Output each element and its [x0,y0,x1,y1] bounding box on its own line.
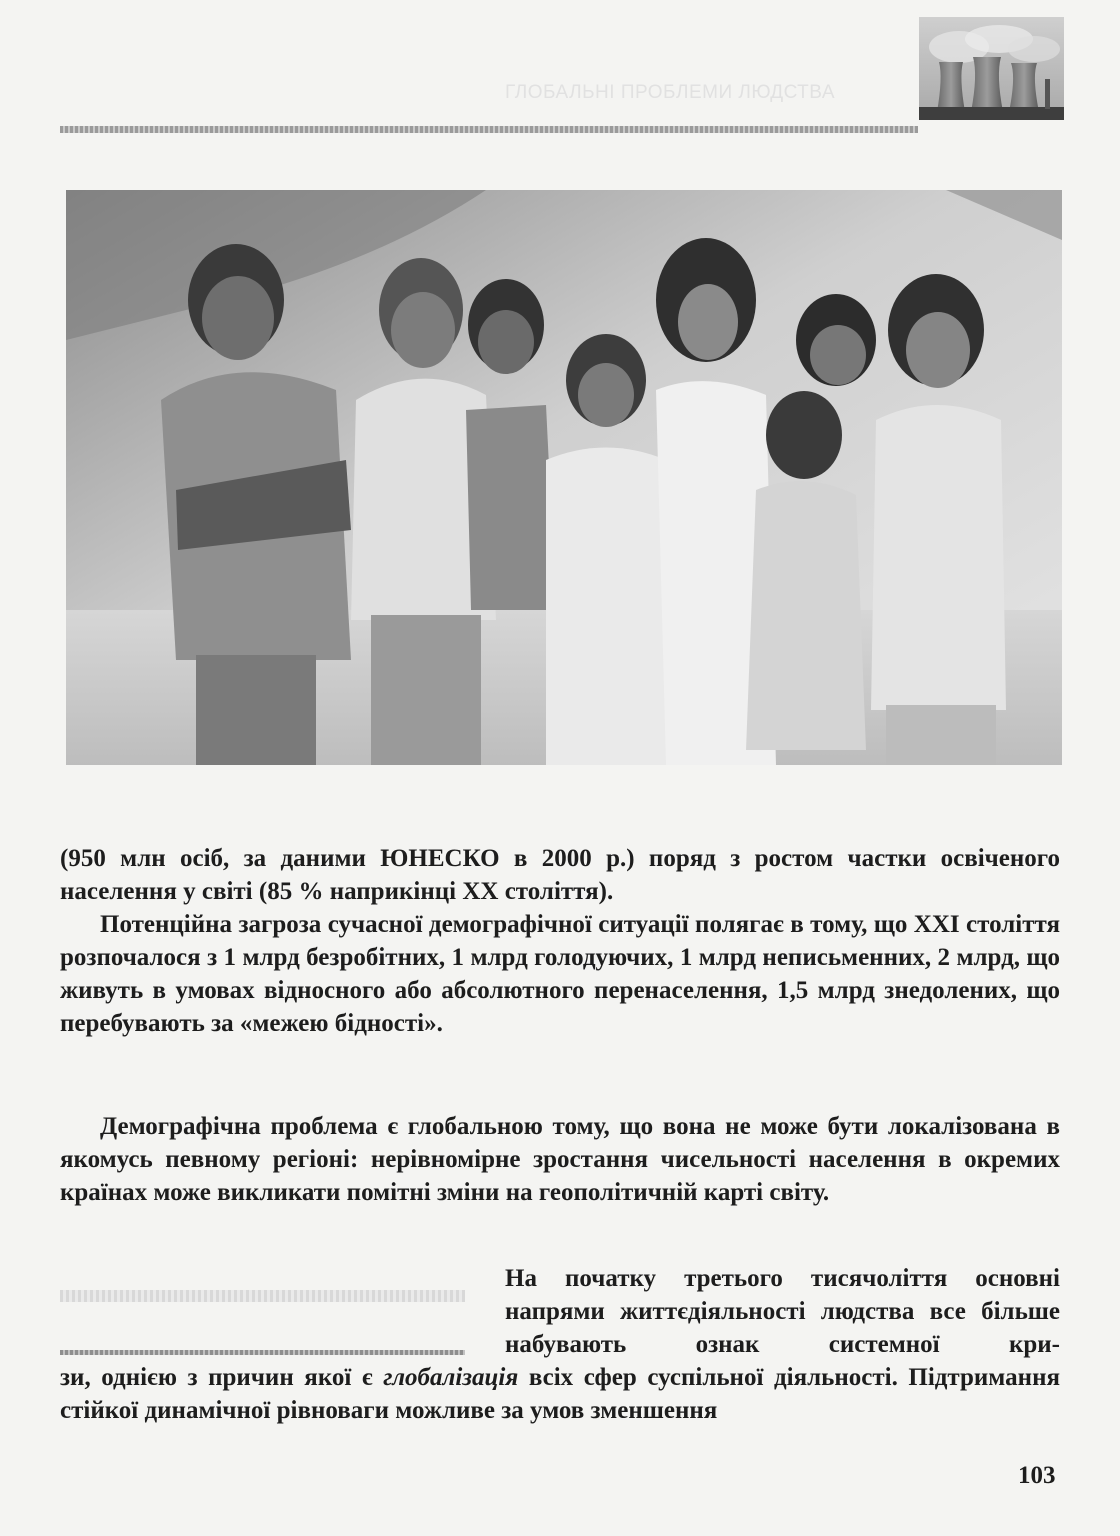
paragraph-3 [60,1110,1060,1209]
paragraph-5-start: зи, однією з причин якої є [60,1364,384,1391]
paragraph-2 [60,908,1060,1040]
paragraph-2-text: Потенційна загроза сучасної демографічної ситуації полягає в тому, що XXI століття розпочалося з 1 млрд безробітних, 1 млрд голодуючих, 1 млрд неписьменних, 2 млрд, що живуть в умовах відносного або абсолютного перенаселення, 1,5 млрд знедолених, що перебувають за «межею бідності». [60,911,1060,1037]
section-heading-placeholder [60,1290,465,1302]
cooling-towers-photo [919,17,1064,120]
paragraph-4: На початку третього тисячоліття основні напрями життєдіяльності людства все більше набувають ознак системної кри- [505,1265,1060,1358]
section-divider [60,1350,465,1355]
paragraph-1-text: (950 млн осіб, за даними ЮНЕСКО в 2000 р.) поряд з ростом частки освіченого населення у світі (85 % наприкінці XX століття). [60,845,1060,905]
paragraph-5 [60,1361,1060,1427]
paragraph-3-text: Демографічна проблема є глобальною тому, що вона не може бути локалізована в якомусь певному регіоні: нерівномірне зростання чисельності населення в окремих країнах може викликати помітні зміни на геополітичній карті світу. [60,1113,1060,1206]
running-header-title: ГЛОБАЛЬНІ ПРОБЛЕМИ ЛЮДСТВА [505,82,835,103]
page-number: 103 [1018,1462,1056,1489]
paragraph-5-end: всіх сфер суспільної діяльності. Підтримання стійкої динамічної рівноваги можливе за умов зменшення [60,1364,1061,1424]
children-group-photo [66,190,1062,765]
header-divider [60,126,918,133]
paragraph-1 [60,842,1060,908]
glossary-term-globalization: глобалізація [383,1364,519,1391]
